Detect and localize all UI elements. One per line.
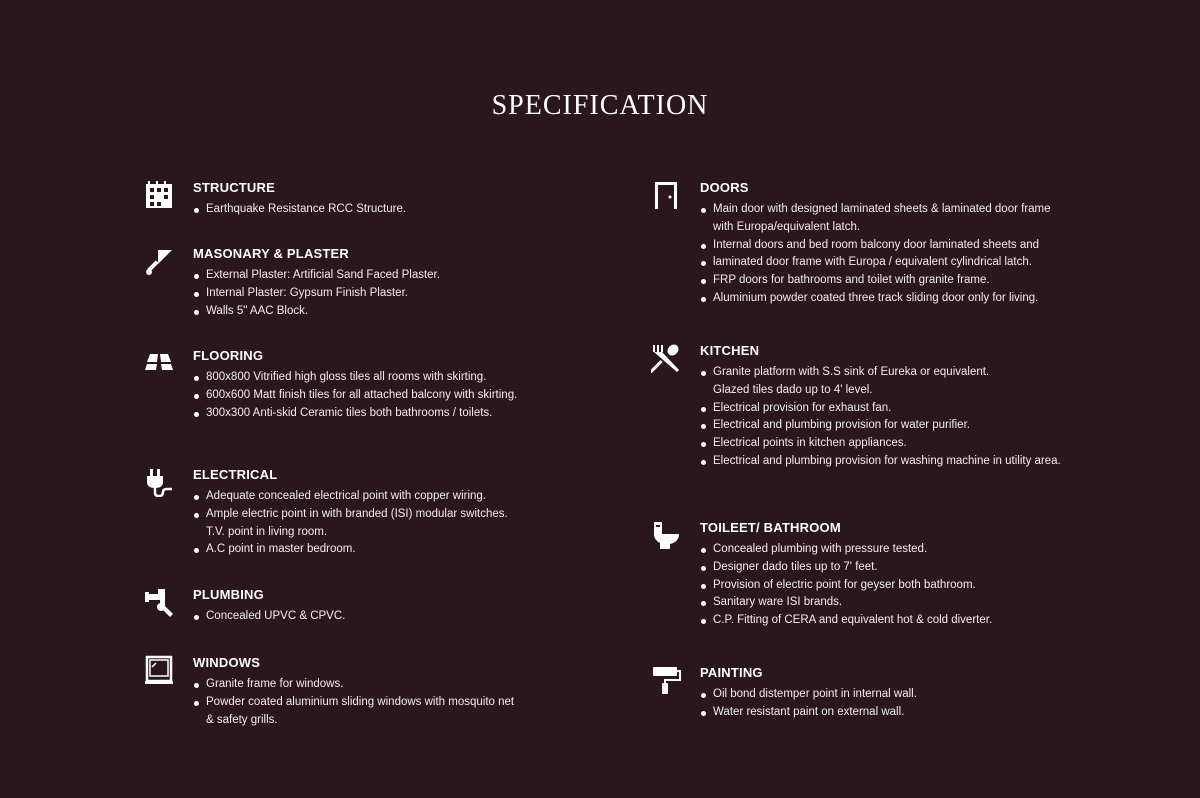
floor-tiles-icon bbox=[144, 348, 174, 378]
list-item: A.C point in master bedroom. bbox=[193, 541, 523, 559]
section-title: ELECTRICAL bbox=[193, 467, 278, 482]
list-item: Sanitary ware ISI brands. bbox=[700, 594, 1070, 612]
spec-list bbox=[193, 488, 523, 559]
section-title: MASONARY & PLASTER bbox=[193, 246, 350, 261]
list-item: Powder coated aluminium sliding windows with mosquito net & safety grills. bbox=[193, 694, 523, 730]
list-item: laminated door frame with Europa / equivalent cylindrical latch. bbox=[700, 254, 1070, 272]
spec-list bbox=[700, 201, 1070, 308]
list-item: Electrical provision for exhaust fan. bbox=[700, 400, 1070, 418]
spec-list bbox=[700, 364, 1070, 471]
spec-list bbox=[193, 676, 523, 729]
list-item: External Plaster: Artificial Sand Faced Plaster. bbox=[193, 267, 523, 285]
list-item: Concealed plumbing with pressure tested. bbox=[700, 541, 1070, 559]
spec-list bbox=[193, 201, 523, 219]
window-icon bbox=[144, 655, 174, 685]
list-item: 600x600 Matt finish tiles for all attached balcony with skirting. bbox=[193, 387, 523, 405]
page-title: SPECIFICATION bbox=[491, 90, 709, 121]
list-item: C.P. Fitting of CERA and equivalent hot & cold diverter. bbox=[700, 612, 1070, 630]
list-item: Oil bond distemper point in internal wall. bbox=[700, 686, 1070, 704]
trowel-icon bbox=[144, 246, 174, 276]
spec-list bbox=[193, 267, 523, 320]
structure-grid-icon bbox=[144, 180, 174, 210]
section-title: DOORS bbox=[700, 180, 749, 195]
list-item: Concealed UPVC & CPVC. bbox=[193, 608, 523, 626]
list-item: Electrical points in kitchen appliances. bbox=[700, 435, 1070, 453]
list-item: Glazed tiles dado up to 4' level. bbox=[713, 383, 873, 396]
list-item: Water resistant paint on external wall. bbox=[700, 704, 1070, 722]
door-icon bbox=[651, 180, 681, 210]
section-title: PLUMBING bbox=[193, 587, 264, 602]
list-item: T.V. point in living room. bbox=[206, 525, 328, 538]
section-title: STRUCTURE bbox=[193, 180, 275, 195]
list-item: Electrical and plumbing provision for washing machine in utility area. bbox=[700, 453, 1070, 471]
spec-list bbox=[193, 369, 523, 422]
list-item: 300x300 Anti-skid Ceramic tiles both bathrooms / toilets. bbox=[193, 405, 523, 423]
pipe-wrench-icon bbox=[144, 587, 174, 617]
section-title: KITCHEN bbox=[700, 343, 760, 358]
list-item: Main door with designed laminated sheets & laminated door frame with Europa/equivalent latch. bbox=[700, 201, 1070, 237]
toilet-icon bbox=[651, 520, 681, 550]
spec-list bbox=[700, 541, 1070, 630]
paint-roller-icon bbox=[651, 665, 681, 695]
list-item: Adequate concealed electrical point with copper wiring. bbox=[193, 488, 523, 506]
list-item: Designer dado tiles up to 7' feet. bbox=[700, 559, 1070, 577]
section-title: PAINTING bbox=[700, 665, 763, 680]
list-item: Granite platform with S.S sink of Eureka or equivalent. bbox=[700, 364, 1070, 382]
list-item: 800x800 Vitrified high gloss tiles all rooms with skirting. bbox=[193, 369, 523, 387]
list-item: Internal Plaster: Gypsum Finish Plaster. bbox=[193, 285, 523, 303]
list-item: Internal doors and bed room balcony door laminated sheets and bbox=[700, 237, 1070, 255]
spec-list bbox=[193, 608, 523, 626]
section-title: TOILEET/ BATHROOM bbox=[700, 520, 841, 535]
list-item: Walls 5" AAC Block. bbox=[193, 303, 523, 321]
list-item: Provision of electric point for geyser both bathroom. bbox=[700, 577, 1070, 595]
list-item: Aluminium powder coated three track sliding door only for living. bbox=[700, 290, 1070, 308]
fork-spoon-icon bbox=[651, 343, 681, 373]
electric-plug-icon bbox=[144, 467, 174, 497]
list-item: Electrical and plumbing provision for water purifier. bbox=[700, 417, 1070, 435]
list-item: FRP doors for bathrooms and toilet with granite frame. bbox=[700, 272, 1070, 290]
list-item: Ample electric point in with branded (ISI) modular switches. bbox=[193, 506, 523, 524]
list-item: Granite frame for windows. bbox=[193, 676, 523, 694]
spec-list bbox=[700, 686, 1070, 722]
list-item: Earthquake Resistance RCC Structure. bbox=[193, 201, 523, 219]
section-title: WINDOWS bbox=[193, 655, 261, 670]
section-title: FLOORING bbox=[193, 348, 264, 363]
